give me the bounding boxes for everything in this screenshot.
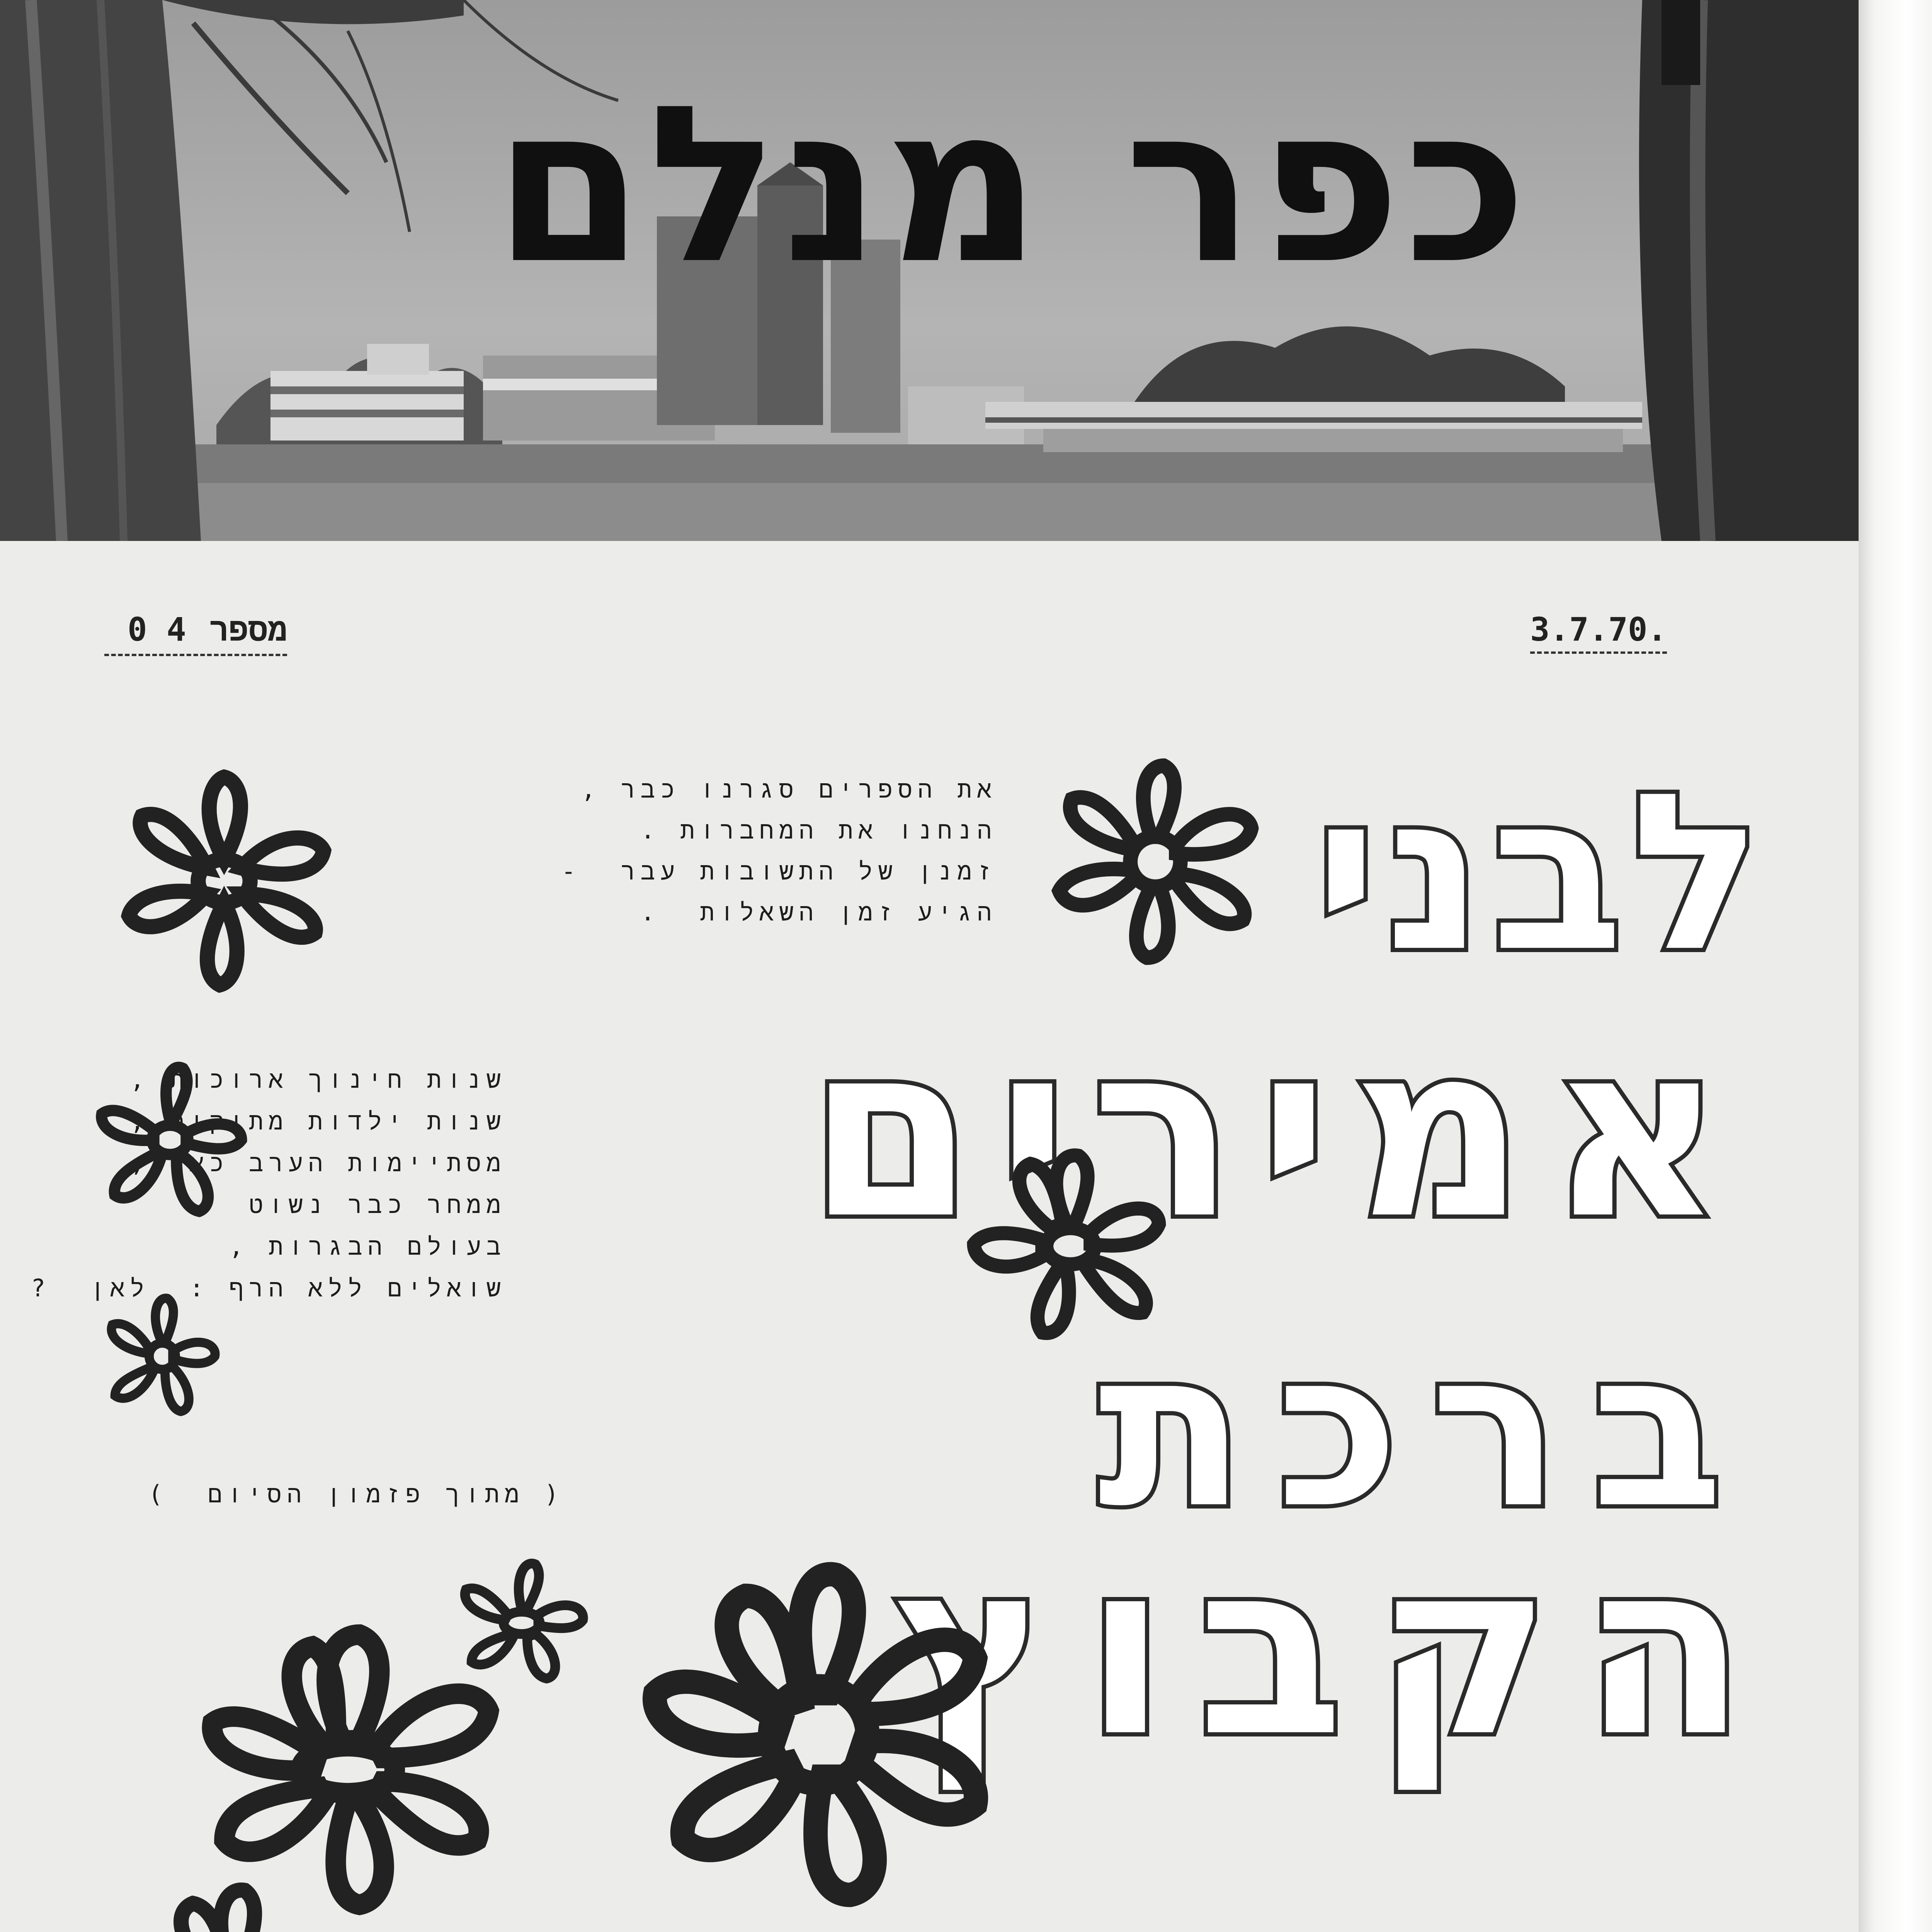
flower-doodle-icon xyxy=(97,1275,228,1437)
flower-doodle-icon xyxy=(124,1882,340,1932)
poem-line: הנחנו את המחברות . xyxy=(640,816,997,844)
poem-line: בעולם הבגרות , xyxy=(229,1232,506,1260)
flower-doodle-icon xyxy=(116,773,332,989)
poem-line: שואלים ללא הרף : לאן ? xyxy=(31,1274,506,1302)
flower-doodle-icon xyxy=(170,1623,526,1917)
poem-line: שנות חינוך ארוכות , xyxy=(130,1065,506,1094)
masthead xyxy=(0,0,1859,541)
issue-number-label: מספר xyxy=(209,611,287,648)
issue-date: 3.7.70. xyxy=(1530,611,1667,654)
headline-line-3: ברכת xyxy=(1098,1304,1754,1556)
headline-line-2: אמירים xyxy=(807,993,1747,1271)
headline-line-1: לבני xyxy=(1314,747,1770,999)
poem-line: מסתיימות הערב כאן ; xyxy=(130,1149,506,1177)
poem-line: ממחר כבר נשוט xyxy=(249,1190,506,1219)
masthead-title: כפר מנלם xyxy=(493,60,1531,311)
page-edge xyxy=(1859,0,1932,1932)
flower-doodle-icon xyxy=(611,1561,1020,1909)
poem-stanza-1 xyxy=(561,769,997,933)
headline-line-4: הקבוץ xyxy=(895,1510,1777,1789)
flower-doodle-icon xyxy=(89,1051,251,1229)
poem-line: שנות ילדות מתוקות , xyxy=(130,1107,506,1135)
poem-line: זמנן של התשובות עבר - xyxy=(561,857,997,885)
issue-number xyxy=(104,611,287,656)
issue-number-value: 4 0 xyxy=(128,611,186,648)
poem-line: הגיע זמן השאלות . xyxy=(640,898,997,926)
flower-doodle-icon xyxy=(958,1144,1175,1345)
poem-credit: ( מתוך פזמון הסיום ) xyxy=(148,1480,564,1508)
flower-doodle-icon xyxy=(1043,757,1267,966)
poem-line: את הספרים סגרנו כבר , xyxy=(581,775,997,803)
